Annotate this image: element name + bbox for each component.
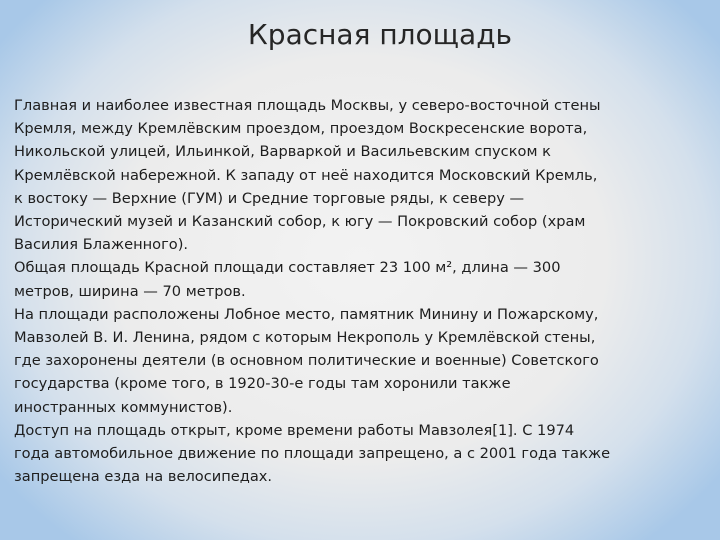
text-line: Никольской улицей, Ильинкой, Варваркой и Васильевским спуском к: [14, 143, 551, 161]
text-line: На площади расположены Лобное место, памятник Минину и Пожарскому,: [14, 305, 599, 323]
slide-title: Красная площадь: [247, 18, 513, 51]
text-line: иностранных коммунистов).: [14, 398, 233, 416]
text-line: метров, ширина — 70 метров.: [14, 282, 246, 300]
text-line: Мавзолей В. И. Ленина, рядом с которым Некрополь у Кремлёвской стены,: [14, 329, 596, 347]
text-line: к востоку — Верхние (ГУМ) и Средние торговые ряды, к северу —: [14, 189, 525, 207]
paragraph-monuments: [14, 303, 710, 419]
text-line: где захоронены деятели (в основном политические и военные) Советского: [14, 352, 599, 370]
text-line: Исторический музей и Казанский собор, к югу — Покровский собор (храм: [14, 213, 586, 231]
slide-body: [14, 94, 710, 488]
paragraph-location: [14, 94, 710, 256]
text-line: запрещена езда на велосипедах.: [14, 468, 273, 486]
text-line: Общая площадь Красной площади составляет 23 100 м², длина — 300: [14, 259, 561, 277]
text-line: года автомобильное движение по площади запрещено, а с 2001 года также: [14, 445, 611, 463]
text-line: Василия Блаженного).: [14, 236, 189, 254]
text-line: Кремлёвской набережной. К западу от неё находится Московский Кремль,: [14, 166, 598, 184]
text-line: Доступ на площадь открыт, кроме времени работы Мавзолея[1]. С 1974: [14, 421, 575, 439]
text-line: Кремля, между Кремлёвским проездом, проездом Воскресенские ворота,: [14, 120, 588, 138]
paragraph-dimensions: [14, 256, 710, 302]
paragraph-access: [14, 419, 710, 489]
text-line: Главная и наиболее известная площадь Москвы, у северо-восточной стены: [14, 97, 601, 114]
text-line: государства (кроме того, в 1920-30-е годы там хоронили также: [14, 375, 511, 393]
